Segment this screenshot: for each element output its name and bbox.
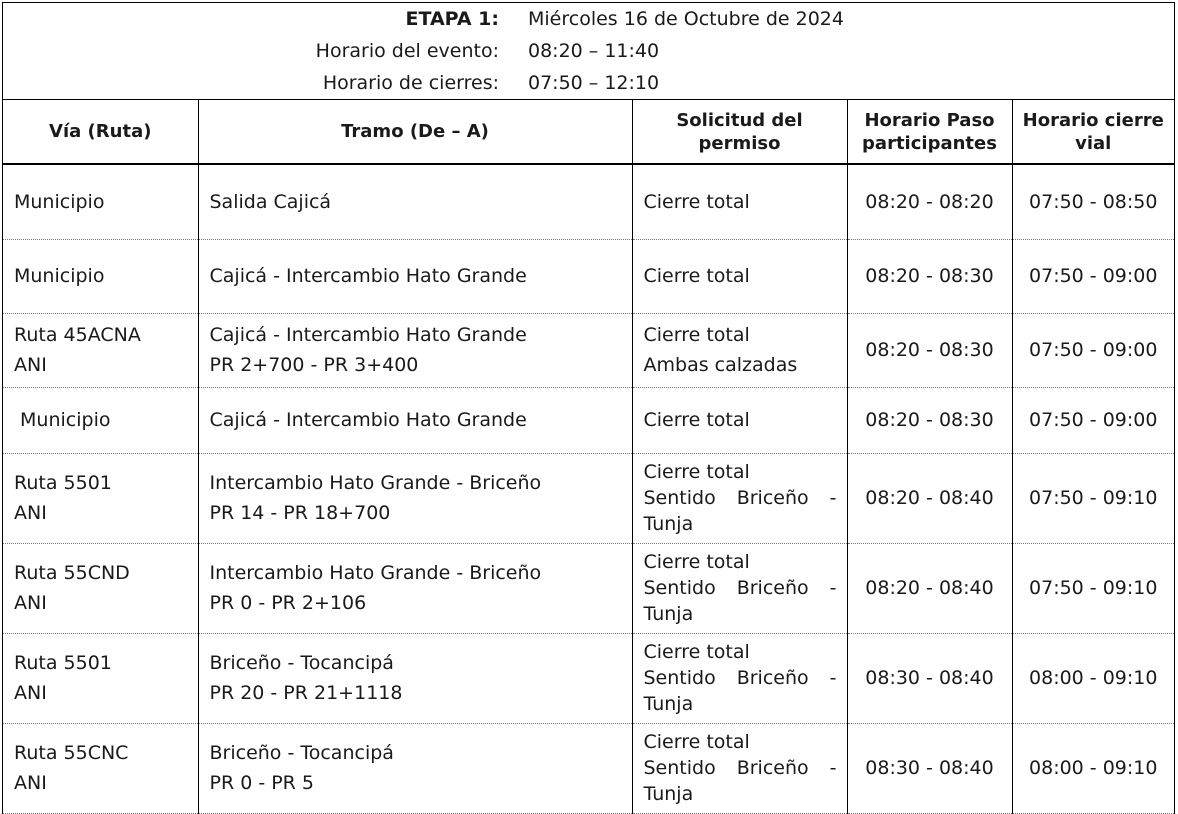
cell-paso: 08:20 - 08:30 [847,313,1012,387]
table-row [3,239,1174,313]
cell-cierre: 08:00 - 09:10 [1012,723,1174,813]
cell-via: Municipio [3,387,198,453]
cell-tramo: Briceño - Tocancipá PR 20 - PR 21+1118 [198,633,632,723]
header-paso: Horario Paso participantes [847,100,1012,164]
cell-paso: 08:30 - 08:40 [847,633,1012,723]
cell-tramo: Briceño - Tocancipá PR 0 - PR 5 [198,723,632,813]
header-tramo: Tramo (De – A) [198,100,632,164]
cell-via: Ruta 55CND ANI [3,543,198,633]
cell-via: Ruta 45ACNA ANI [3,313,198,387]
stage-row [3,5,1174,35]
cell-solicitud: Cierre total Sentido Briceño - Tunja [632,543,847,633]
cell-solicitud: Cierre total Sentido Briceño - Tunja [632,633,847,723]
stage-date: Miércoles 16 de Octubre de 2024 [528,8,844,30]
cell-via: Ruta 5501 ANI [3,453,198,543]
table-row [3,543,1174,633]
cell-via: Municipio [3,239,198,313]
header-solicitud: Solicitud del permiso [632,100,847,164]
table-row [3,387,1174,453]
stage-label: ETAPA 1: [405,8,499,30]
cell-tramo: Cajicá - Intercambio Hato Grande PR 2+700 - PR 3+400 [198,313,632,387]
cell-paso: 08:20 - 08:40 [847,543,1012,633]
closure-hours-label: Horario de cierres: [322,72,499,94]
cell-cierre: 08:00 - 09:10 [1012,633,1174,723]
cell-via: Ruta 55CNC ANI [3,723,198,813]
event-hours-row [3,37,1174,67]
cell-cierre: 07:50 - 08:50 [1012,164,1174,239]
table-row [3,164,1174,239]
table-header-row [3,100,1174,164]
cell-tramo: Cajicá - Intercambio Hato Grande [198,239,632,313]
cell-cierre: 07:50 - 09:00 [1012,387,1174,453]
table-body [3,164,1174,813]
closure-hours-row [3,69,1174,99]
stage-header [3,3,1174,100]
cell-cierre: 07:50 - 09:10 [1012,543,1174,633]
cell-paso: 08:20 - 08:30 [847,239,1012,313]
cell-cierre: 07:50 - 09:00 [1012,239,1174,313]
cell-solicitud: Cierre total Sentido Briceño - Tunja [632,723,847,813]
table-row [3,453,1174,543]
cell-solicitud: Cierre total [632,164,847,239]
cell-cierre: 07:50 - 09:00 [1012,313,1174,387]
cell-cierre: 07:50 - 09:10 [1012,453,1174,543]
schedule-sheet [2,2,1175,814]
cell-paso: 08:30 - 08:40 [847,723,1012,813]
cell-tramo: Salida Cajicá [198,164,632,239]
cell-tramo: Intercambio Hato Grande - Briceño PR 14 - PR 18+700 [198,453,632,543]
header-via: Vía (Ruta) [3,100,198,164]
cell-solicitud: Cierre total Sentido Briceño - Tunja [632,453,847,543]
table-row [3,633,1174,723]
event-hours-value: 08:20 – 11:40 [528,40,660,62]
header-cierre: Horario cierre vial [1012,100,1174,164]
cell-via: Municipio [3,164,198,239]
table-row [3,723,1174,813]
cell-paso: 08:20 - 08:40 [847,453,1012,543]
cell-solicitud: Cierre total [632,387,847,453]
cell-tramo: Cajicá - Intercambio Hato Grande [198,387,632,453]
cell-solicitud: Cierre total [632,239,847,313]
event-hours-label: Horario del evento: [315,40,499,62]
cell-via: Ruta 5501 ANI [3,633,198,723]
table-row [3,313,1174,387]
cell-paso: 08:20 - 08:30 [847,387,1012,453]
closure-hours-value: 07:50 – 12:10 [528,72,660,94]
cell-solicitud: Cierre total Ambas calzadas [632,313,847,387]
cell-paso: 08:20 - 08:20 [847,164,1012,239]
cell-tramo: Intercambio Hato Grande - Briceño PR 0 - PR 2+106 [198,543,632,633]
closures-table [3,100,1174,814]
